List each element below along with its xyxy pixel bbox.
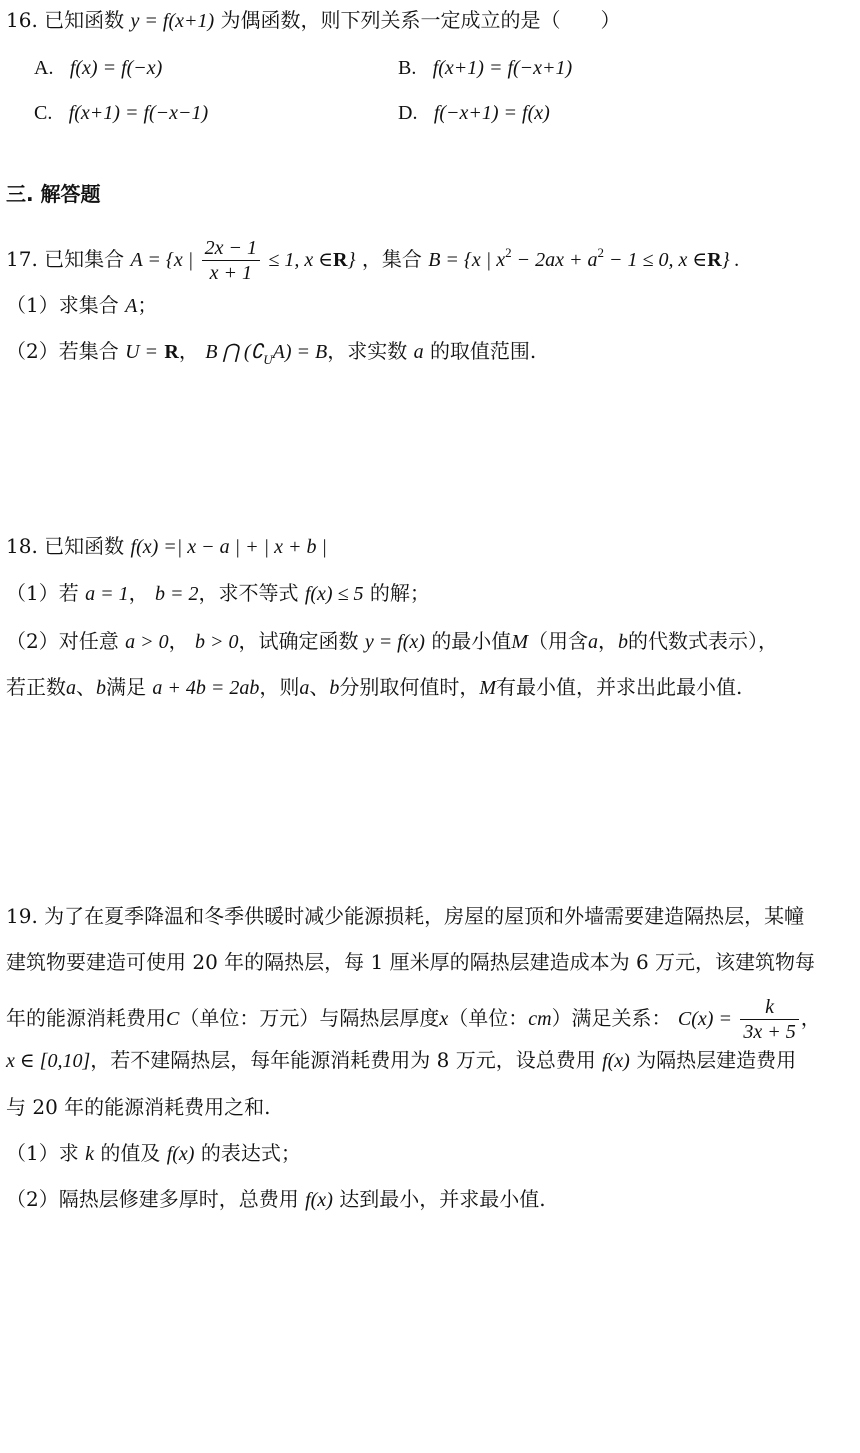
q17-part2-var: a [413,341,424,363]
q18-l3-h: 有最小值，并求出此最小值. [496,675,743,699]
q19-l3-d: ）满足关系： [551,1006,672,1030]
q18-part1 [6,579,430,608]
q18-l3-b: 、 [76,675,96,699]
q18-l3-g: 分别取何值时， [339,675,480,699]
q18-part2-vb: b [617,631,628,653]
q18-prefix: 18. 已知函数 [6,534,125,558]
q18-part2-cont [6,673,742,702]
q18-part2-min: 的最小值 [431,629,512,653]
q17-part2-mid: ，求实数 [327,339,408,363]
q19-part2-b: 达到最小，并求最小值. [339,1187,546,1211]
q17-part2-sep: ， [178,339,199,363]
q18-part2-text: （2）对任意 [6,629,119,653]
q17-part1-end: ； [137,293,158,317]
q18-part2 [6,627,778,656]
q18-part1-end: 的解； [369,581,430,605]
q19-part2 [6,1185,546,1214]
q19-l3-cx: C(x) = [677,1008,732,1030]
q17-set-a-cond: ≤ 1, x ∈ [268,249,334,271]
q17-mid: ，集合 [361,247,422,271]
q19-line3 [6,993,821,1044]
option-formula: f(x+1) = f(−x−1) [68,102,209,124]
q19-part1-fx: f(x) [166,1143,195,1165]
q17-part2-cond: B ⋂ (∁ [205,341,264,363]
q16-option-d [398,98,550,127]
option-label: A. [34,57,54,79]
option-formula: f(−x+1) = f(x) [433,102,550,124]
q19-l3-a: 年的能源消耗费用 [6,1006,166,1030]
section-title: 三. 解答题 [6,182,101,206]
q19-part1-k: k [85,1143,94,1165]
q19-l3-c-var: C [166,1008,180,1030]
q19-l4-fx: f(x) [602,1050,630,1072]
q18-l3-formula: a + 4b = 2ab [152,677,260,699]
option-label: C. [34,102,53,124]
q18-l3-a: 若正数 [6,675,66,699]
q18-l3-va: a [66,677,76,699]
superscript: 2 [505,245,512,260]
q18-part2-end: 的代数式表示）， [627,629,778,653]
q19-l3-end: ， [800,1006,821,1030]
q19-part1-a: （1）求 [6,1141,79,1165]
q19-l3-b: （单位：万元）与隔热层厚度 [179,1006,440,1030]
q17-part1-var: A [125,295,138,317]
option-label: D. [398,102,418,124]
q18-part2-f3: y = f(x) [364,631,425,653]
q17-part2 [6,337,536,374]
q18-formula: f(x) =| x − a | + | x + b | [130,536,328,558]
q17-part1 [6,291,157,320]
q18-part1-f3: f(x) ≤ 5 [304,583,364,605]
q17-set-a-lhs: A = {x | [130,249,194,271]
q19-line1: 19. 为了在夏季降温和冬季供暖时减少能源损耗，房屋的屋顶和外墙需要建造隔热层，某幢 [6,904,805,928]
q19-l4-b: 为隔热层建造费用 [636,1048,797,1072]
q18-l3-vb2: b [329,677,340,699]
q18-part2-sep2: ， [597,629,618,653]
q16-option-b [398,53,572,82]
superscript: 2 [597,245,605,260]
q17-set-a-close: } [347,249,356,271]
reals-symbol: R [333,249,348,271]
q16-suffix: 为偶函数，则下列关系一定成立的是（ ） [220,8,621,32]
q17-fraction [202,236,260,285]
q18-part1-text: （1）若 [6,581,79,605]
q16-option-c [34,98,208,127]
q17-set-b-mid: − 2ax + a [511,249,598,271]
fraction-numerator: 2x − 1 [202,236,260,261]
q17-part2-u: U = [125,341,159,363]
q18-l3-vb: b [96,677,106,699]
q18-l3-e: 、 [309,675,330,699]
q19-part2-fx: f(x) [305,1189,333,1211]
q16-stem [6,6,621,35]
q18-part1-sep: ， [128,581,149,605]
fraction-denominator: 3x + 5 [743,1021,796,1043]
fraction-denominator: x + 1 [209,262,252,284]
q18-part2-f2: b > 0 [194,631,239,653]
q18-part1-f1: a = 1 [85,583,129,605]
q18-part1-mid: ，求不等式 [198,581,299,605]
q19-l4-domain: x ∈ [0,10] [6,1050,91,1072]
q17-part2-end: 的取值范围. [429,339,537,363]
option-formula: f(x+1) = f(−x+1) [432,57,573,79]
q18-part2-sep: ， [168,629,189,653]
q17-prefix: 17. 已知集合 [6,247,125,271]
q18-l3-d: ，则 [259,675,300,699]
q19-line5: 与 20 年的能源消耗费用之和. [6,1095,271,1119]
q19-l3-c: （单位： [448,1006,529,1030]
fraction-numerator: k [740,995,798,1020]
q19-fraction [740,995,798,1044]
q16-prefix: 16. 已知函数 [6,8,125,32]
q18-part2-va: a [587,631,598,653]
q17-set-b-lhs: B = {x | x [428,249,506,271]
q19-line2: 建筑物要建造可使用 20 年的隔热层，每 1 厘米厚的隔热层建造成本为 6 万元，该建筑物每 [6,950,816,974]
q19-part1 [6,1139,301,1168]
q16-option-a [34,53,162,82]
q18-l3-c: 满足 [106,675,146,699]
q18-part2-m: M [511,631,528,653]
q18-l3-va2: a [299,677,310,699]
q18-l3-m: M [479,677,497,699]
q17-part1-text: （1）求集合 [6,293,119,317]
q18-part2-paren: （用含 [527,629,588,653]
q19-l4-a: ，若不建隔热层，每年能源消耗费用为 8 万元，设总费用 [90,1048,596,1072]
q19-line4 [6,1046,796,1075]
q19-l3-cm: cm [528,1008,552,1030]
q19-part2-a: （2）隔热层修建多厚时，总费用 [6,1187,299,1211]
q17-set-b-cond: − 1 ≤ 0, x ∈ [604,249,708,271]
q19-part1-c: 的表达式； [200,1141,301,1165]
q18-part2-mid: ，试确定函数 [238,629,359,653]
q19-l3-x: x [439,1008,449,1030]
q17-stem [6,228,740,285]
q18-part1-f2: b = 2 [154,583,199,605]
q17-set-b-close: } . [721,249,740,271]
q19-part1-b: 的值及 [100,1141,161,1165]
q17-part2-cond-end: A) = B [272,341,328,363]
reals-symbol: R [707,249,722,271]
q18-part2-f1: a > 0 [125,631,169,653]
q17-part2-text: （2）若集合 [6,339,119,363]
subscript: U [263,352,273,367]
q16-formula: y = f(x+1) [130,10,215,32]
q18-stem [6,532,327,561]
option-label: B. [398,57,417,79]
reals-symbol: R [164,341,179,363]
option-formula: f(x) = f(−x) [69,57,163,79]
